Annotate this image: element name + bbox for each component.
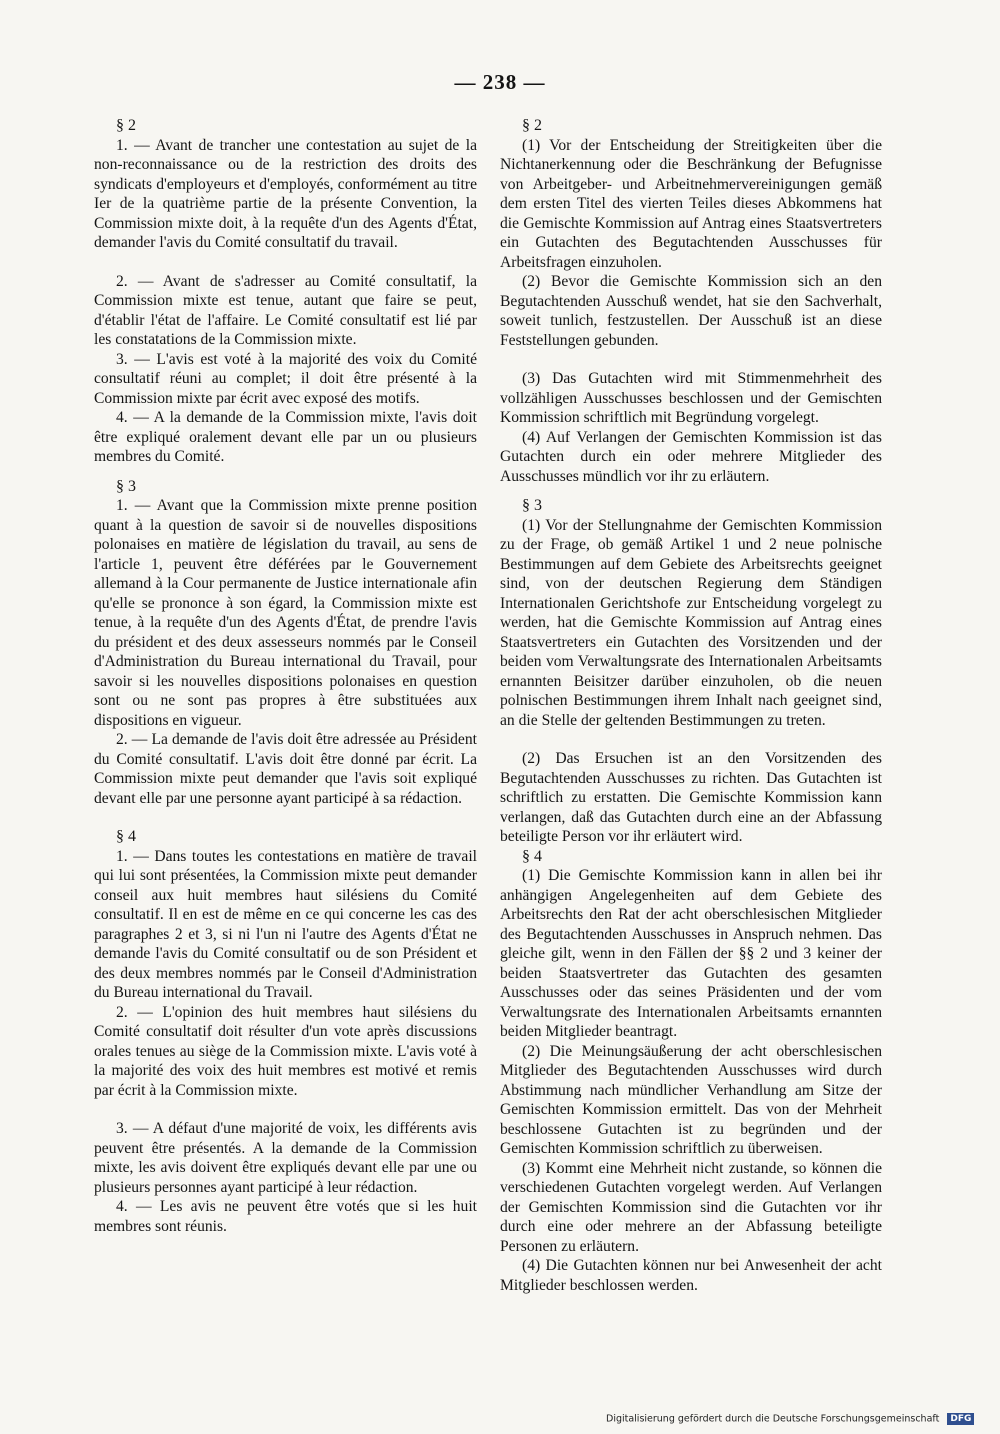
- french-column: [94, 116, 477, 1236]
- paragraph: 1. — Dans toutes les contestations en matière de travail qui lui sont présentées, la Commission mixte peut demander conseil aux huit membres haut silésiens du Comité consultatif. Il en est de même en ce qui concerne les cas des paragraphes 2 et 3, si ni l'un ni l'autre des Agents d'État ne demande l'avis du Comité consultatif ou de son Président et des deux membres nommés par le Conseil d'Administration du Bureau international du Travail.: [94, 847, 477, 1001]
- section-heading: § 3: [116, 477, 136, 495]
- footer-credit: [606, 1413, 974, 1425]
- paragraph: (3) Kommt eine Mehrheit nicht zustande, so können die verschiedenen Gutachten vorgelegt werden. Auf Verlangen der Gemischten Kommission sind die Gutachten vor ihr durch eine oder mehrere an der Abfassung beteiligte Personen zu erläutern.: [500, 1159, 882, 1255]
- paragraph: 3. — A défaut d'une majorité de voix, les différents avis peuvent être présentés. A la demande de la Commission mixte, les avis doivent être expliqués devant elle par une ou plusieurs personnes ayant participé à leur rédaction.: [94, 1120, 477, 1196]
- paragraph: (2) Das Ersuchen ist an den Vorsitzenden des Begutachtenden Ausschusses zu richten. Das Gutachten ist schriftlich zu erstatten. Die Gemischte Kommission kann verlangen, daß das Gutachten durch eine an der Abfassung beteiligte Person vor ihr erläutert wird.: [500, 750, 882, 845]
- paragraph: (3) Das Gutachten wird mit Stimmenmehrheit des vollzähligen Ausschusses beschlossen und der Gemischten Kommission schriftlich mit Begründung vorgelegt.: [500, 370, 882, 426]
- paragraph: 2. — L'opinion des huit membres haut silésiens du Comité consultatif doit résulter d'un vote après discussions orales tenues au siège de la Commission mixte. L'avis voté à la majorité des voix des huit membres est motivé et remis par écrit à la Commission mixte.: [94, 1003, 477, 1099]
- section-heading: § 2: [522, 117, 542, 134]
- paragraph: 4. — A la demande de la Commission mixte, l'avis doit être expliqué oralement devant elle par un ou plusieurs membres du Comité.: [94, 409, 477, 465]
- paragraph: 1. — Avant de trancher une contestation au sujet de la non-reconnaissance ou de la restriction des droits des syndicats d'employeurs et d'employés, conformément au titre Ier de la quatrième partie de la présente Convention, la Commission mixte doit, à la requête d'un des Agents d'État, demander l'avis du Comité consultatif du travail.: [94, 136, 477, 251]
- paragraph: 1. — Avant que la Commission mixte prenne position quant à la question de savoir si de nouvelles dispositions polonaises en matière de législation du travail, au sens de l'article 1, peuvent être déférées par le Gouvernement allemand à la Cour permanente de Justice internationale afin qu'elle se prononce à son égard, la Commission mixte est tenue, à la requête d'un des Agents d'État, de prendre l'avis du président et des deux assesseurs nommés par le Conseil d'Administration du Bureau international du Travail, pour savoir si les nouvelles dispositions polonaises en question sont ou ne sont pas propres à être substituées aux dispositions en vigueur.: [94, 497, 477, 729]
- paragraph: (2) Die Meinungsäußerung der acht oberschlesischen Mitglieder des Begutachtenden Ausschusses wird durch Abstimmung nach mündlicher Verhandlung am Sitze der Gemischten Kommission ermittelt. Das von der Mehrheit beschlossene Gutachten ist zu begründen und der Gemischten Kommission schriftlich zu überweisen.: [500, 1042, 882, 1157]
- footer-text: Digitalisierung gefördert durch die Deutsche Forschungsgemeinschaft: [606, 1413, 940, 1425]
- paragraph: (2) Bevor die Gemischte Kommission sich an den Begutachtenden Ausschuß wendet, hat sie den Sachverhalt, soweit tunlich, festzustellen. Der Ausschuß ist an diese Feststellungen gebunden.: [500, 273, 882, 349]
- section-heading: § 3: [522, 497, 542, 514]
- paragraph: 4. — Les avis ne peuvent être votés que si les huit membres sont réunis.: [94, 1198, 477, 1235]
- paragraph: 2. — Avant de s'adresser au Comité consultatif, la Commission mixte est tenue, autant que faire se peut, d'établir l'état de l'affaire. Le Comité consultatif est lié par les constatations de la Commission mixte.: [94, 272, 477, 348]
- paragraph: (4) Auf Verlangen der Gemischten Kommission ist das Gutachten durch ein oder mehrere Mitglieder des Ausschusses mündlich vor ihr zu erläutern.: [500, 428, 882, 485]
- paragraph: (1) Vor der Entscheidung der Streitigkeiten über die Nichtanerkennung oder die Beschränkung der Befugnisse von Arbeitgeber- und Arbeitnehmervereinigungen gemäß dem ersten Titel des vierten Teiles dieses Abkommens hat die Gemischte Kommission auf Antrag eines Staatsvertreters ein Gutachten des Begutachtenden Ausschusses für Arbeitsfragen einzuholen.: [500, 136, 882, 271]
- section-heading: § 4: [522, 847, 542, 865]
- paragraph: 2. — La demande de l'avis doit être adressée au Président du Comité consultatif. L'avis doit être donné par écrit. La Commission mixte peut demander que l'avis soit expliqué devant elle par une personne ayant participé à sa rédaction.: [94, 731, 477, 807]
- german-column: [500, 116, 882, 1295]
- dfg-logo: DFG: [947, 1413, 974, 1425]
- page-number: — 238 —: [454, 70, 546, 94]
- paragraph: (1) Die Gemischte Kommission kann in allen bei ihr anhängigen Angelegenheiten auf dem Gebiete des Arbeitsrechts den Rat der acht oberschlesischen Mitglieder des Begutachtenden Ausschusses in Anspruch nehmen. Das gleiche gilt, wenn in den Fällen der §§ 2 und 3 keiner der beiden Staatsvertreter das Gutachten des gesamten Ausschusses oder das seines Präsidenten und der vom Verwaltungsrate des Internationalen Arbeitsamts ernannten beiden Mitglieder beantragt.: [500, 867, 882, 1040]
- paragraph: (4) Die Gutachten können nur bei Anwesenheit der acht Mitglieder beschlossen werden.: [500, 1257, 882, 1294]
- paragraph: (1) Vor der Stellungnahme der Gemischten Kommission zu der Frage, ob gemäß Artikel 1 und 2 neue polnische Bestimmungen auf dem Gebiete des Arbeitsrechts geeignet sind, von der deutschen Regierung dem Ständigen Internationalen Gerichtshofe zur Entscheidung vorgelegt zu werden, hat die Gemischte Kommission auf Antrag eines Staatsvertreters ein Gutachten des Vorsitzenden und der beiden vom Verwaltungsrate des Internationalen Arbeitsamts ernannten Beisitzer darüber einzuholen, ob die neuen polnischen Bestimmungen ihrem Inhalt nach geeignet sind, an die Stelle der geltenden Bestimmungen zu treten.: [500, 516, 882, 729]
- section-heading: § 2: [116, 117, 136, 134]
- paragraph: 3. — L'avis est voté à la majorité des voix du Comité consultatif réuni au complet; il doit être présenté à la Commission mixte par écrit avec exposé des motifs.: [94, 350, 477, 407]
- section-heading: § 4: [116, 828, 136, 845]
